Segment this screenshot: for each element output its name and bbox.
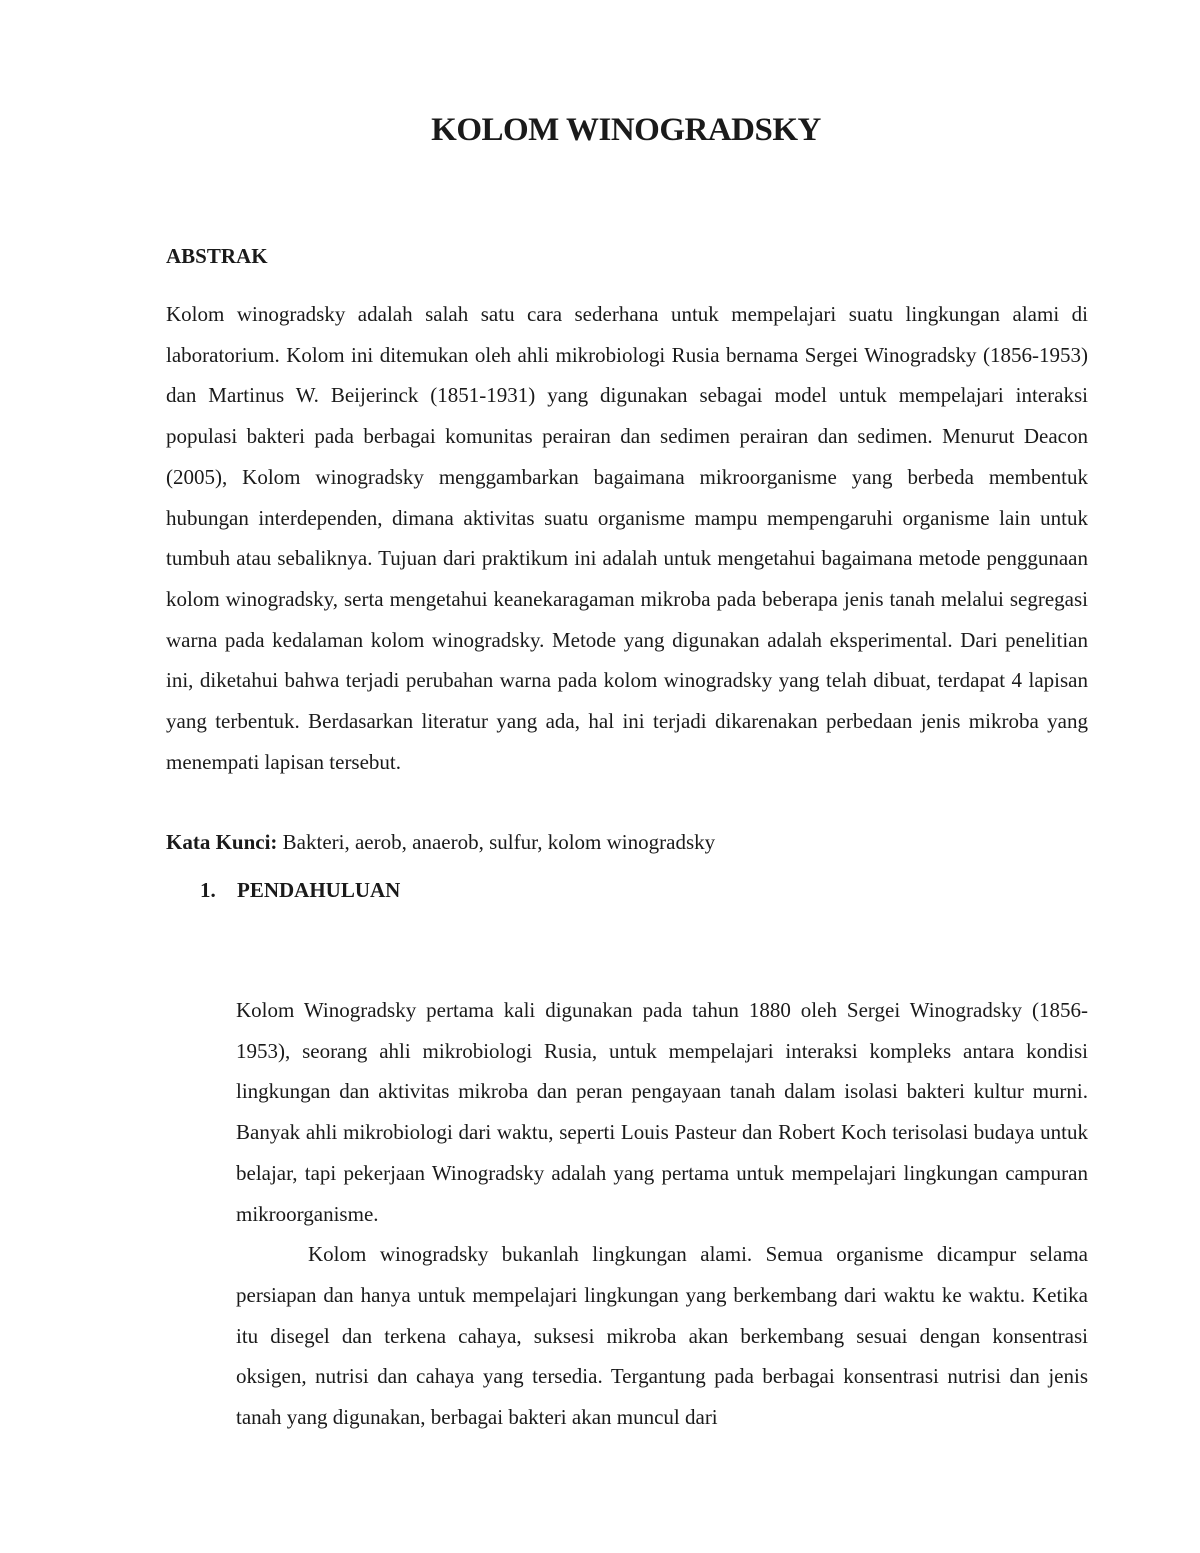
paragraph: Kolom winogradsky bukanlah lingkungan alami. Semua organisme dicampur selama persiapan dan hanya untuk mempelajari lingkungan yang berkembang dari waktu ke waktu. Ketika itu disegel dan terkena cahaya, suksesi mikroba akan berkembang sesuai dengan konsentrasi oksigen, nutrisi dan cahaya yang tersedia. Tergantung pada berbagai konsentrasi nutrisi dan jenis tanah yang digunakan, berbagai bakteri akan muncul dari	[236, 1242, 1088, 1430]
abstract-body: Kolom winogradsky adalah salah satu cara sederhana untuk mempelajari suatu lingkungan alami di laboratorium. Kolom ini ditemukan oleh ahli mikrobiologi Rusia bernama Sergei Winogradsky (1856-1953) dan Martinus W. Beijerinck (1851-1931) yang digunakan sebagai model untuk mempelajari interaksi populasi bakteri pada berbagai komunitas perairan dan sedimen perairan dan sedimen. Menurut Deacon (2005), Kolom winogradsky menggambarkan bagaimana mikroorganisme yang berbeda membentuk hubungan interdependen, dimana aktivitas suatu organisme mampu mempengaruhi organisme lain untuk tumbuh atau sebaliknya. Tujuan dari praktikum ini adalah untuk mengetahui bagaimana metode penggunaan kolom winogradsky, serta mengetahui keanekaragaman mikroba pada beberapa jenis tanah melalui segregasi warna pada kedalaman kolom winogradsky. Metode yang digunakan adalah eksperimental. Dari penelitian ini, diketahui bahwa terjadi perubahan warna pada kolom winogradsky yang telah dibuat, terdapat 4 lapisan yang terbentuk. Berdasarkan literatur yang ada, hal ini terjadi dikarenakan perbedaan jenis mikroba yang menempati lapisan tersebut.	[166, 302, 1088, 774]
section-title: PENDAHULUAN	[237, 878, 401, 902]
keywords-line	[166, 822, 1088, 862]
document-title: KOLOM WINOGRADSKY	[431, 112, 821, 148]
paragraph: Kolom Winogradsky pertama kali digunakan pada tahun 1880 oleh Sergei Winogradsky (1856-1953), seorang ahli mikrobiologi Rusia, untuk mempelajari interaksi kompleks antara kondisi lingkungan dan aktivitas mikroba dan peran pengayaan tanah dalam isolasi bakteri kultur murni. Banyak ahli mikrobiologi dari waktu, seperti Louis Pasteur dan Robert Koch terisolasi budaya untuk belajar, tapi pekerjaan Winogradsky adalah yang pertama untuk mempelajari lingkungan campuran mikroorganisme.	[236, 998, 1088, 1226]
keywords-text: Bakteri, aerob, anaerob, sulfur, kolom winogradsky	[277, 830, 716, 854]
section-heading-pendahuluan	[200, 878, 400, 903]
section-body	[236, 990, 1088, 1438]
section-number: 1.	[200, 878, 216, 902]
abstract-heading: ABSTRAK	[166, 244, 268, 268]
keywords-label: Kata Kunci:	[166, 830, 278, 854]
